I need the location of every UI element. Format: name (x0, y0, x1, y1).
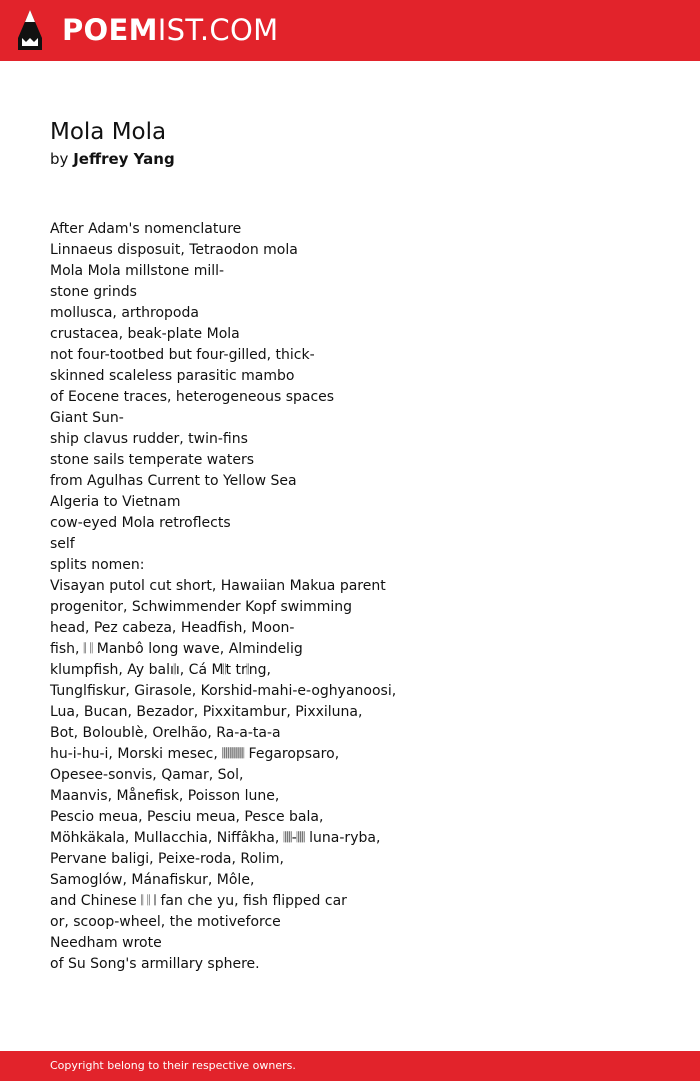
poem-line: crustacea, beak-plate Mola (50, 326, 240, 342)
poem-line: cow-eyed Mola retroflects (50, 515, 231, 531)
pencil-tip-icon[interactable] (16, 8, 44, 52)
poem-line: Visayan putol cut short, Hawaiian Makua parent (50, 578, 386, 594)
poem-line: Needham wrote (50, 935, 162, 951)
poem-line: Maanvis, Månefisk, Poisson lune, (50, 788, 280, 804)
poem-line: Linnaeus disposuit, Tetraodon mola (50, 242, 298, 258)
poem-byline (50, 149, 175, 169)
poem-line: Samoglów, Mánafiskur, Môle, (50, 872, 255, 888)
poem-line: self (50, 536, 75, 552)
poem-line: stone sails temperate waters (50, 452, 254, 468)
poem-line: and Chinese 𝄁 𝄁 𝄁 fan che yu, fish flipped car (50, 893, 347, 909)
poem-line: Pescio meua, Pesciu meua, Pesce bala, (50, 809, 324, 825)
poem-line: head, Pez cabeza, Headfish, Moon- (50, 620, 295, 636)
copyright-notice: Copyright belong to their respective owners. (50, 1059, 296, 1072)
poem-line: skinned scaleless parasitic mambo (50, 368, 295, 384)
poem-line: Algeria to Vietnam (50, 494, 181, 510)
poem-line: klumpfish, Ay balı𝄁ı, Cá M𝄁t tr𝄁ng, (50, 662, 271, 678)
poem-line: Mola Mola millstone mill- (50, 263, 225, 279)
poem-line: Bot, Boloublè, Orelhão, Ra-a-ta-a (50, 725, 281, 741)
poem-line: ship clavus rudder, twin-fins (50, 431, 248, 447)
poem-line: from Agulhas Current to Yellow Sea (50, 473, 297, 489)
poem-line: or, scoop-wheel, the motiveforce (50, 914, 281, 930)
poem-line: mollusca, arthropoda (50, 305, 199, 321)
poem-line: of Su Song's armillary sphere. (50, 956, 260, 972)
poem-line: of Eocene traces, heterogeneous spaces (50, 389, 335, 405)
poem-line: Tunglfiskur, Girasole, Korshid-mahi-e-oghyanoosi, (50, 683, 397, 699)
logo-brand-light: IST.COM (157, 13, 279, 47)
site-footer (0, 1051, 700, 1081)
by-label: by (50, 150, 69, 168)
author-name: Jeffrey Yang (73, 150, 175, 168)
poem-line: Lua, Bucan, Bezador, Pixxitambur, Pixxiluna, (50, 704, 363, 720)
poem-line: progenitor, Schwimmender Kopf swimming (50, 599, 353, 615)
poem-line: Giant Sun- (50, 410, 124, 426)
poem-line: After Adam's nomenclature (50, 221, 242, 237)
poem-line: Möhkäkala, Mullacchia, Niffâkha, 𝄁𝄁𝄁𝄁-𝄁𝄁𝄁𝄁 luna-ryba, (50, 830, 381, 846)
poem-line: Pervane baligi, Peixe-roda, Rolim, (50, 851, 284, 867)
site-logo[interactable] (62, 11, 278, 49)
poem-line: splits nomen: (50, 557, 145, 573)
poem-body (50, 219, 670, 975)
poem-title: Mola Mola (50, 119, 167, 145)
poem-line: Opesee-sonvis, Qamar, Sol, (50, 767, 244, 783)
poem-line: not four-tootbed but four-gilled, thick- (50, 347, 315, 363)
poem-line: stone grinds (50, 284, 137, 300)
poem-line: hu-i-hu-i, Morski mesec, 𝄁𝄁𝄁𝄁𝄁𝄁𝄁𝄁𝄁𝄁𝄁 Fegaropsaro, (50, 746, 340, 762)
logo-brand-bold: POEM (62, 13, 158, 47)
site-header (0, 0, 700, 61)
poem-line: fish, 𝄁 𝄁 Manbô long wave, Almindelig (50, 641, 303, 657)
